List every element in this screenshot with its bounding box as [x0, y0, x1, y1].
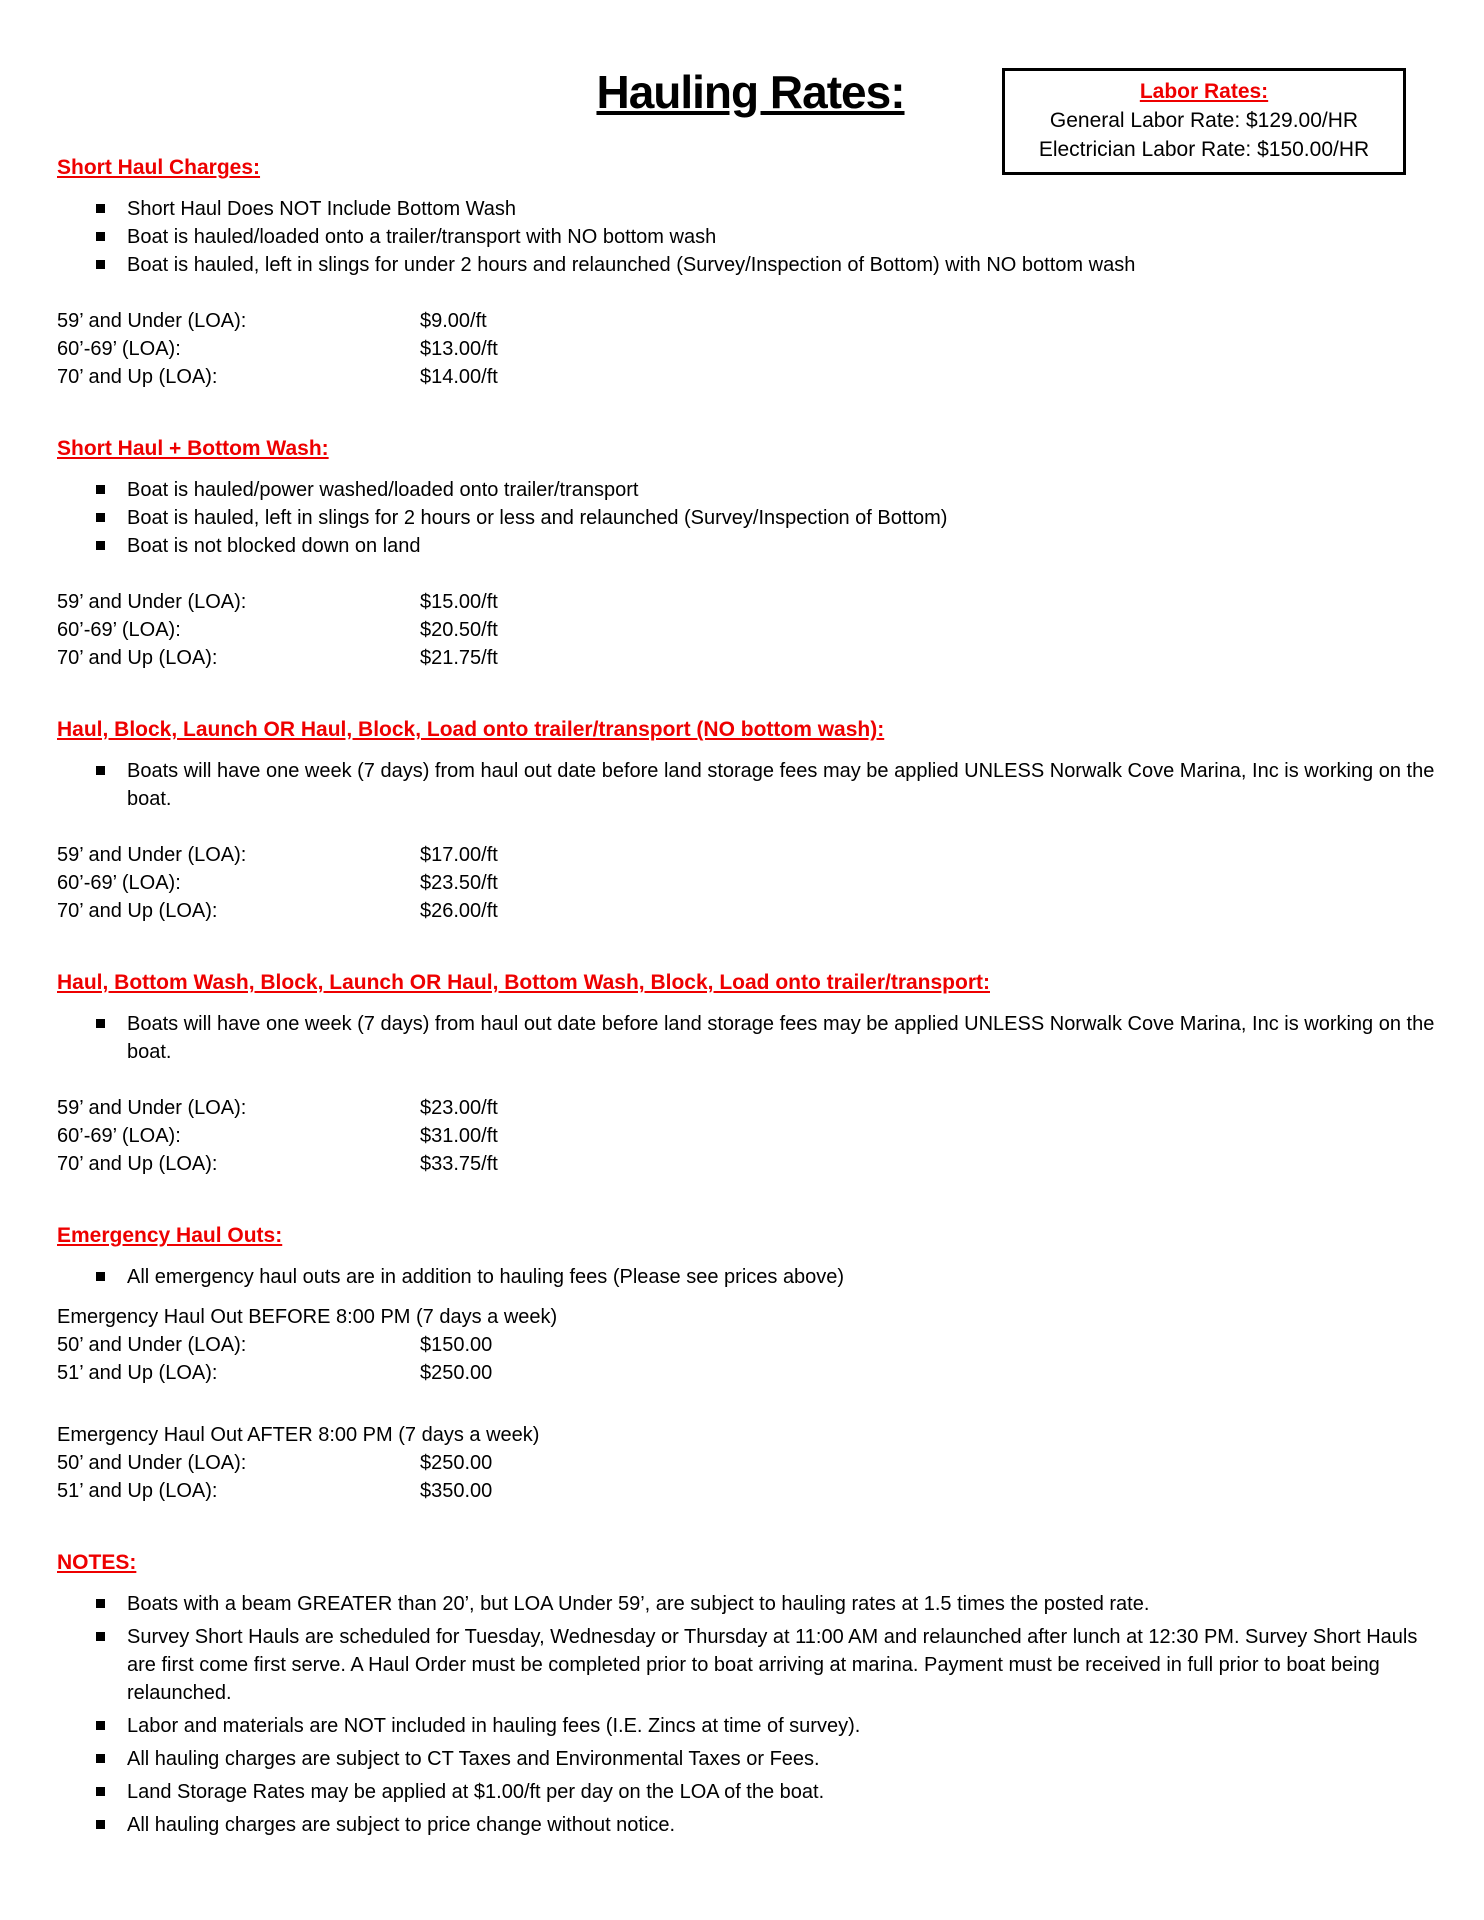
labor-rates-heading: Labor Rates: [1139, 80, 1269, 103]
rate-label: 59’ and Under (LOA): [57, 310, 247, 332]
rate-label: 70’ and Up (LOA): [57, 647, 218, 669]
bullet-list [57, 1010, 1444, 1066]
rate-row [57, 1449, 1444, 1477]
bullet-square-icon [96, 1787, 105, 1796]
rate-row [57, 588, 1444, 616]
bullet-square-icon [96, 1721, 105, 1730]
rate-row [57, 841, 1444, 869]
bullet-text: Boat is hauled, left in slings for 2 hours or less and relaunched (Survey/Inspection of Bottom) [127, 507, 948, 529]
bullet-square-icon [96, 766, 105, 775]
bullet-text: Boats with a beam GREATER than 20’, but LOA Under 59’, are subject to hauling rates at 1.5 times the posted rate. [127, 1593, 1150, 1615]
bullet-text: Boat is not blocked down on land [127, 535, 421, 557]
rate-table [57, 307, 1444, 391]
bullet-square-icon [96, 1272, 105, 1281]
rate-row [57, 644, 1444, 672]
labor-rates-box [1002, 68, 1406, 175]
rate-table [57, 1094, 1444, 1178]
rate-row [57, 1477, 1444, 1505]
bullet-item [57, 1811, 1444, 1839]
rate-row [57, 307, 1444, 335]
rate-value: $21.75/ft [420, 647, 498, 669]
section-heading: NOTES: [57, 1551, 137, 1574]
rate-row [57, 1359, 1444, 1387]
rate-label: 51’ and Up (LOA): [57, 1480, 218, 1502]
rate-label: 59’ and Under (LOA): [57, 844, 247, 866]
rate-value: $31.00/ft [420, 1125, 498, 1147]
emergency-group-after [57, 1421, 1444, 1505]
rate-value: $150.00 [420, 1334, 493, 1356]
rate-value: $23.50/ft [420, 872, 498, 894]
bullet-square-icon [96, 541, 105, 550]
rate-label: 60’-69’ (LOA): [57, 619, 181, 641]
bullet-item [57, 1778, 1444, 1806]
bullet-square-icon [96, 1820, 105, 1829]
bullet-square-icon [96, 1019, 105, 1028]
rate-row [57, 869, 1444, 897]
bullet-square-icon [96, 485, 105, 494]
rate-value: $350.00 [420, 1480, 493, 1502]
bullet-square-icon [96, 260, 105, 269]
rate-value: $250.00 [420, 1362, 493, 1384]
section-short-haul-bottom-wash [57, 435, 1444, 672]
bullet-list [57, 1263, 1444, 1291]
rate-label: 60’-69’ (LOA): [57, 1125, 181, 1147]
rate-row [57, 363, 1444, 391]
rate-label: 50’ and Under (LOA): [57, 1334, 247, 1356]
bullet-text: All hauling charges are subject to price change without notice. [127, 1814, 676, 1836]
rate-value: $250.00 [420, 1452, 493, 1474]
rate-value: $26.00/ft [420, 900, 498, 922]
bullet-list [57, 476, 1444, 560]
bullet-text: Boats will have one week (7 days) from haul out date before land storage fees may be applied UNLESS Norwalk Cove Marina, Inc is working on the boat. [127, 760, 1435, 810]
section-heading: Haul, Block, Launch OR Haul, Block, Load onto trailer/transport (NO bottom wash): [57, 718, 885, 741]
page-title: Hauling Rates: [596, 66, 905, 118]
bullet-text: Land Storage Rates may be applied at $1.00/ft per day on the LOA of the boat. [127, 1781, 825, 1803]
rate-row [57, 1150, 1444, 1178]
bullet-square-icon [96, 204, 105, 213]
rate-label: 59’ and Under (LOA): [57, 591, 247, 613]
section-emergency-haul-outs [57, 1222, 1444, 1505]
rate-label: 50’ and Under (LOA): [57, 1452, 247, 1474]
rate-row [57, 1331, 1444, 1359]
rate-value: $14.00/ft [420, 366, 498, 388]
bullet-item [57, 476, 1444, 504]
bullet-item [57, 504, 1444, 532]
bullet-item [57, 1010, 1444, 1066]
bullet-text: Short Haul Does NOT Include Bottom Wash [127, 198, 517, 220]
rate-value: $33.75/ft [420, 1153, 498, 1175]
bullet-text: Boats will have one week (7 days) from haul out date before land storage fees may be applied UNLESS Norwalk Cove Marina, Inc is working on the boat. [127, 1013, 1435, 1063]
bullet-text: Survey Short Hauls are scheduled for Tuesday, Wednesday or Thursday at 11:00 AM and relaunched after lunch at 12:30 PM. Survey Short Hauls are first come first serve. A Haul Order must be completed prior to boat arriving at marina. Payment must be received in full prior to boat being relaunched. [127, 1626, 1418, 1704]
rate-label: 70’ and Up (LOA): [57, 900, 218, 922]
bullet-list [57, 195, 1444, 279]
section-haul-block-launch [57, 716, 1444, 925]
rate-row [57, 1094, 1444, 1122]
general-labor-rate: General Labor Rate: $129.00/HR [1049, 109, 1359, 132]
bullet-text: Boat is hauled, left in slings for under 2 hours and relaunched (Survey/Inspection of Bottom) with NO bottom wash [127, 254, 1136, 276]
rate-group-intro: Emergency Haul Out AFTER 8:00 PM (7 days a week) [57, 1424, 540, 1446]
rate-value: $9.00/ft [420, 310, 487, 332]
section-short-haul-charges [57, 154, 1444, 391]
bullet-list [57, 757, 1444, 813]
page-header [57, 48, 1444, 161]
bullet-text: Labor and materials are NOT included in hauling fees (I.E. Zincs at time of survey). [127, 1715, 861, 1737]
rate-label: 60’-69’ (LOA): [57, 872, 181, 894]
rate-value: $23.00/ft [420, 1097, 498, 1119]
rate-value: $15.00/ft [420, 591, 498, 613]
rate-row [57, 335, 1444, 363]
section-heading: Short Haul + Bottom Wash: [57, 437, 329, 460]
rate-value: $17.00/ft [420, 844, 498, 866]
rate-group-intro: Emergency Haul Out BEFORE 8:00 PM (7 days a week) [57, 1306, 558, 1328]
bullet-item [57, 532, 1444, 560]
rate-label: 51’ and Up (LOA): [57, 1362, 218, 1384]
bullet-item [57, 1745, 1444, 1773]
bullet-square-icon [96, 1632, 105, 1641]
bullet-item [57, 1712, 1444, 1740]
rate-label: 59’ and Under (LOA): [57, 1097, 247, 1119]
bullet-list [57, 1590, 1444, 1839]
bullet-item [57, 251, 1444, 279]
bullet-square-icon [96, 513, 105, 522]
rate-value: $20.50/ft [420, 619, 498, 641]
bullet-item [57, 195, 1444, 223]
rate-value: $13.00/ft [420, 338, 498, 360]
rate-row [57, 897, 1444, 925]
section-haul-bottom-wash-block-launch [57, 969, 1444, 1178]
emergency-group-before [57, 1303, 1444, 1387]
bullet-square-icon [96, 1599, 105, 1608]
bullet-item [57, 1590, 1444, 1618]
section-heading: Emergency Haul Outs: [57, 1224, 283, 1247]
bullet-text: All hauling charges are subject to CT Taxes and Environmental Taxes or Fees. [127, 1748, 820, 1770]
rate-table [57, 588, 1444, 672]
bullet-square-icon [96, 1754, 105, 1763]
rate-table [57, 841, 1444, 925]
section-heading: Haul, Bottom Wash, Block, Launch OR Haul, Bottom Wash, Block, Load onto trailer/transport: [57, 971, 990, 994]
bullet-text: Boat is hauled/power washed/loaded onto trailer/transport [127, 479, 639, 501]
bullet-text: All emergency haul outs are in addition to hauling fees (Please see prices above) [127, 1266, 845, 1288]
bullet-item [57, 757, 1444, 813]
bullet-item [57, 1623, 1444, 1707]
bullet-square-icon [96, 232, 105, 241]
rate-row [57, 616, 1444, 644]
rate-label: 60’-69’ (LOA): [57, 338, 181, 360]
electrician-labor-rate: Electrician Labor Rate: $150.00/HR [1038, 138, 1370, 161]
bullet-text: Boat is hauled/loaded onto a trailer/transport with NO bottom wash [127, 226, 717, 248]
rate-row [57, 1122, 1444, 1150]
rate-label: 70’ and Up (LOA): [57, 366, 218, 388]
rate-label: 70’ and Up (LOA): [57, 1153, 218, 1175]
bullet-item [57, 223, 1444, 251]
bullet-item [57, 1263, 1444, 1291]
section-notes [57, 1549, 1444, 1839]
section-heading: Short Haul Charges: [57, 156, 261, 179]
